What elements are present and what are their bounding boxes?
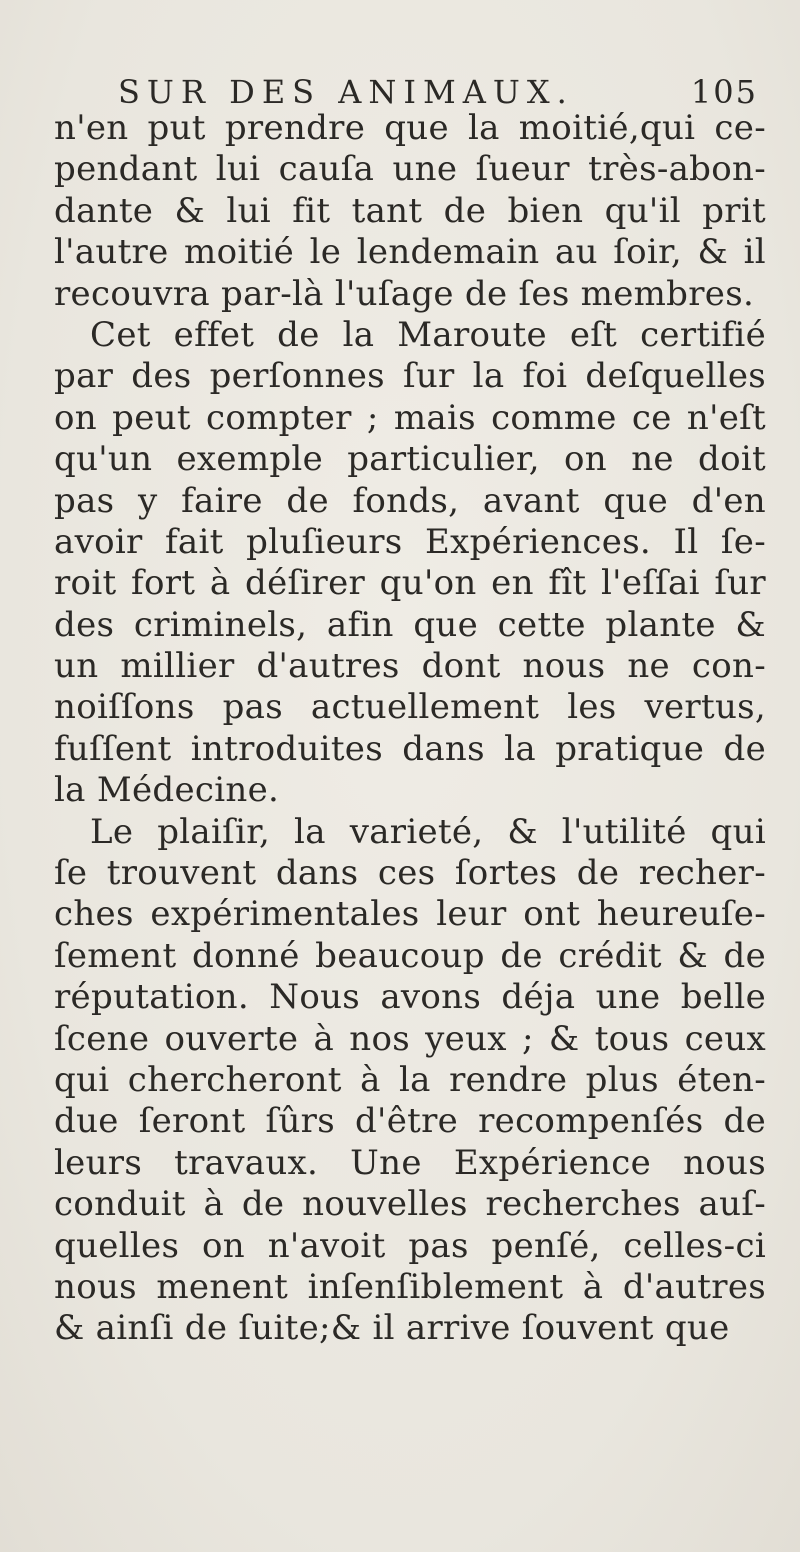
text-line: on peut compter ; mais comme ce n'eſt [54,397,766,438]
text-line: ches expérimentales leur ont heureuſe- [54,894,766,935]
text-line: réputation. Nous avons déja une belle [54,977,766,1018]
text-line: l'autre moitié le lendemain au ſoir, & il [54,232,766,273]
running-head-title: SUR DES ANIMAUX. [118,73,574,111]
paragraph-start-line: Le plaiſir, la varieté, & l'utilité qui [90,811,766,852]
text-line: n'en put prendre que la moitié,qui ce- [54,108,766,148]
text-line: pas y faire de fonds, avant que d'en [54,480,766,521]
text-line: roit fort à déſirer qu'on en fît l'eſſai ſur [54,563,766,604]
text-line: ſcene ouverte à nos yeux ; & tous ceux [54,1018,766,1059]
text-line: par des perſonnes ſur la foi deſquelles [54,356,766,397]
paragraph-start-line: Cet effet de la Maroute eſt certifié [90,314,766,355]
text-line: leurs travaux. Une Expérience nous [54,1142,766,1183]
text-line: qu'un exemple particulier, on ne doit [54,439,766,480]
text-line: un millier d'autres dont nous ne con- [54,646,766,687]
text-line: recouvra par-là l'uſage de ſes membres. [54,273,755,314]
text-line: noiſſons pas actuellement les vertus, [54,687,766,728]
page-number: 105 [690,73,758,111]
text-line: la Médecine. [54,770,280,811]
text-line: ſe trouvent dans ces ſortes de recher- [54,853,766,894]
text-line: conduit à de nouvelles recherches auſ- [54,1184,766,1225]
text-line: des criminels, afin que cette plante & [54,604,766,645]
text-line: & ainſi de ſuite;& il arrive ſouvent que [54,1308,730,1349]
text-line: ſement donné beaucoup de crédit & de [54,935,766,976]
text-line: pendant lui cauſa une ſueur très-abon- [54,149,766,190]
body-text [54,108,766,1350]
text-line: qui chercheront à la rendre plus éten- [54,1059,766,1100]
text-line: nous menent inſenſiblement à d'autres [54,1266,766,1307]
text-line: quelles on n'avoit pas penſé, celles-ci [54,1225,766,1266]
text-line: dante & lui fit tant de bien qu'il prit [54,190,766,231]
text-line: avoir fait pluſieurs Expériences. Il ſe- [54,521,766,562]
text-line: due ſeront ſûrs d'être recompenſés de [54,1101,766,1142]
text-line: fuſſent introduites dans la pratique de [54,728,766,769]
